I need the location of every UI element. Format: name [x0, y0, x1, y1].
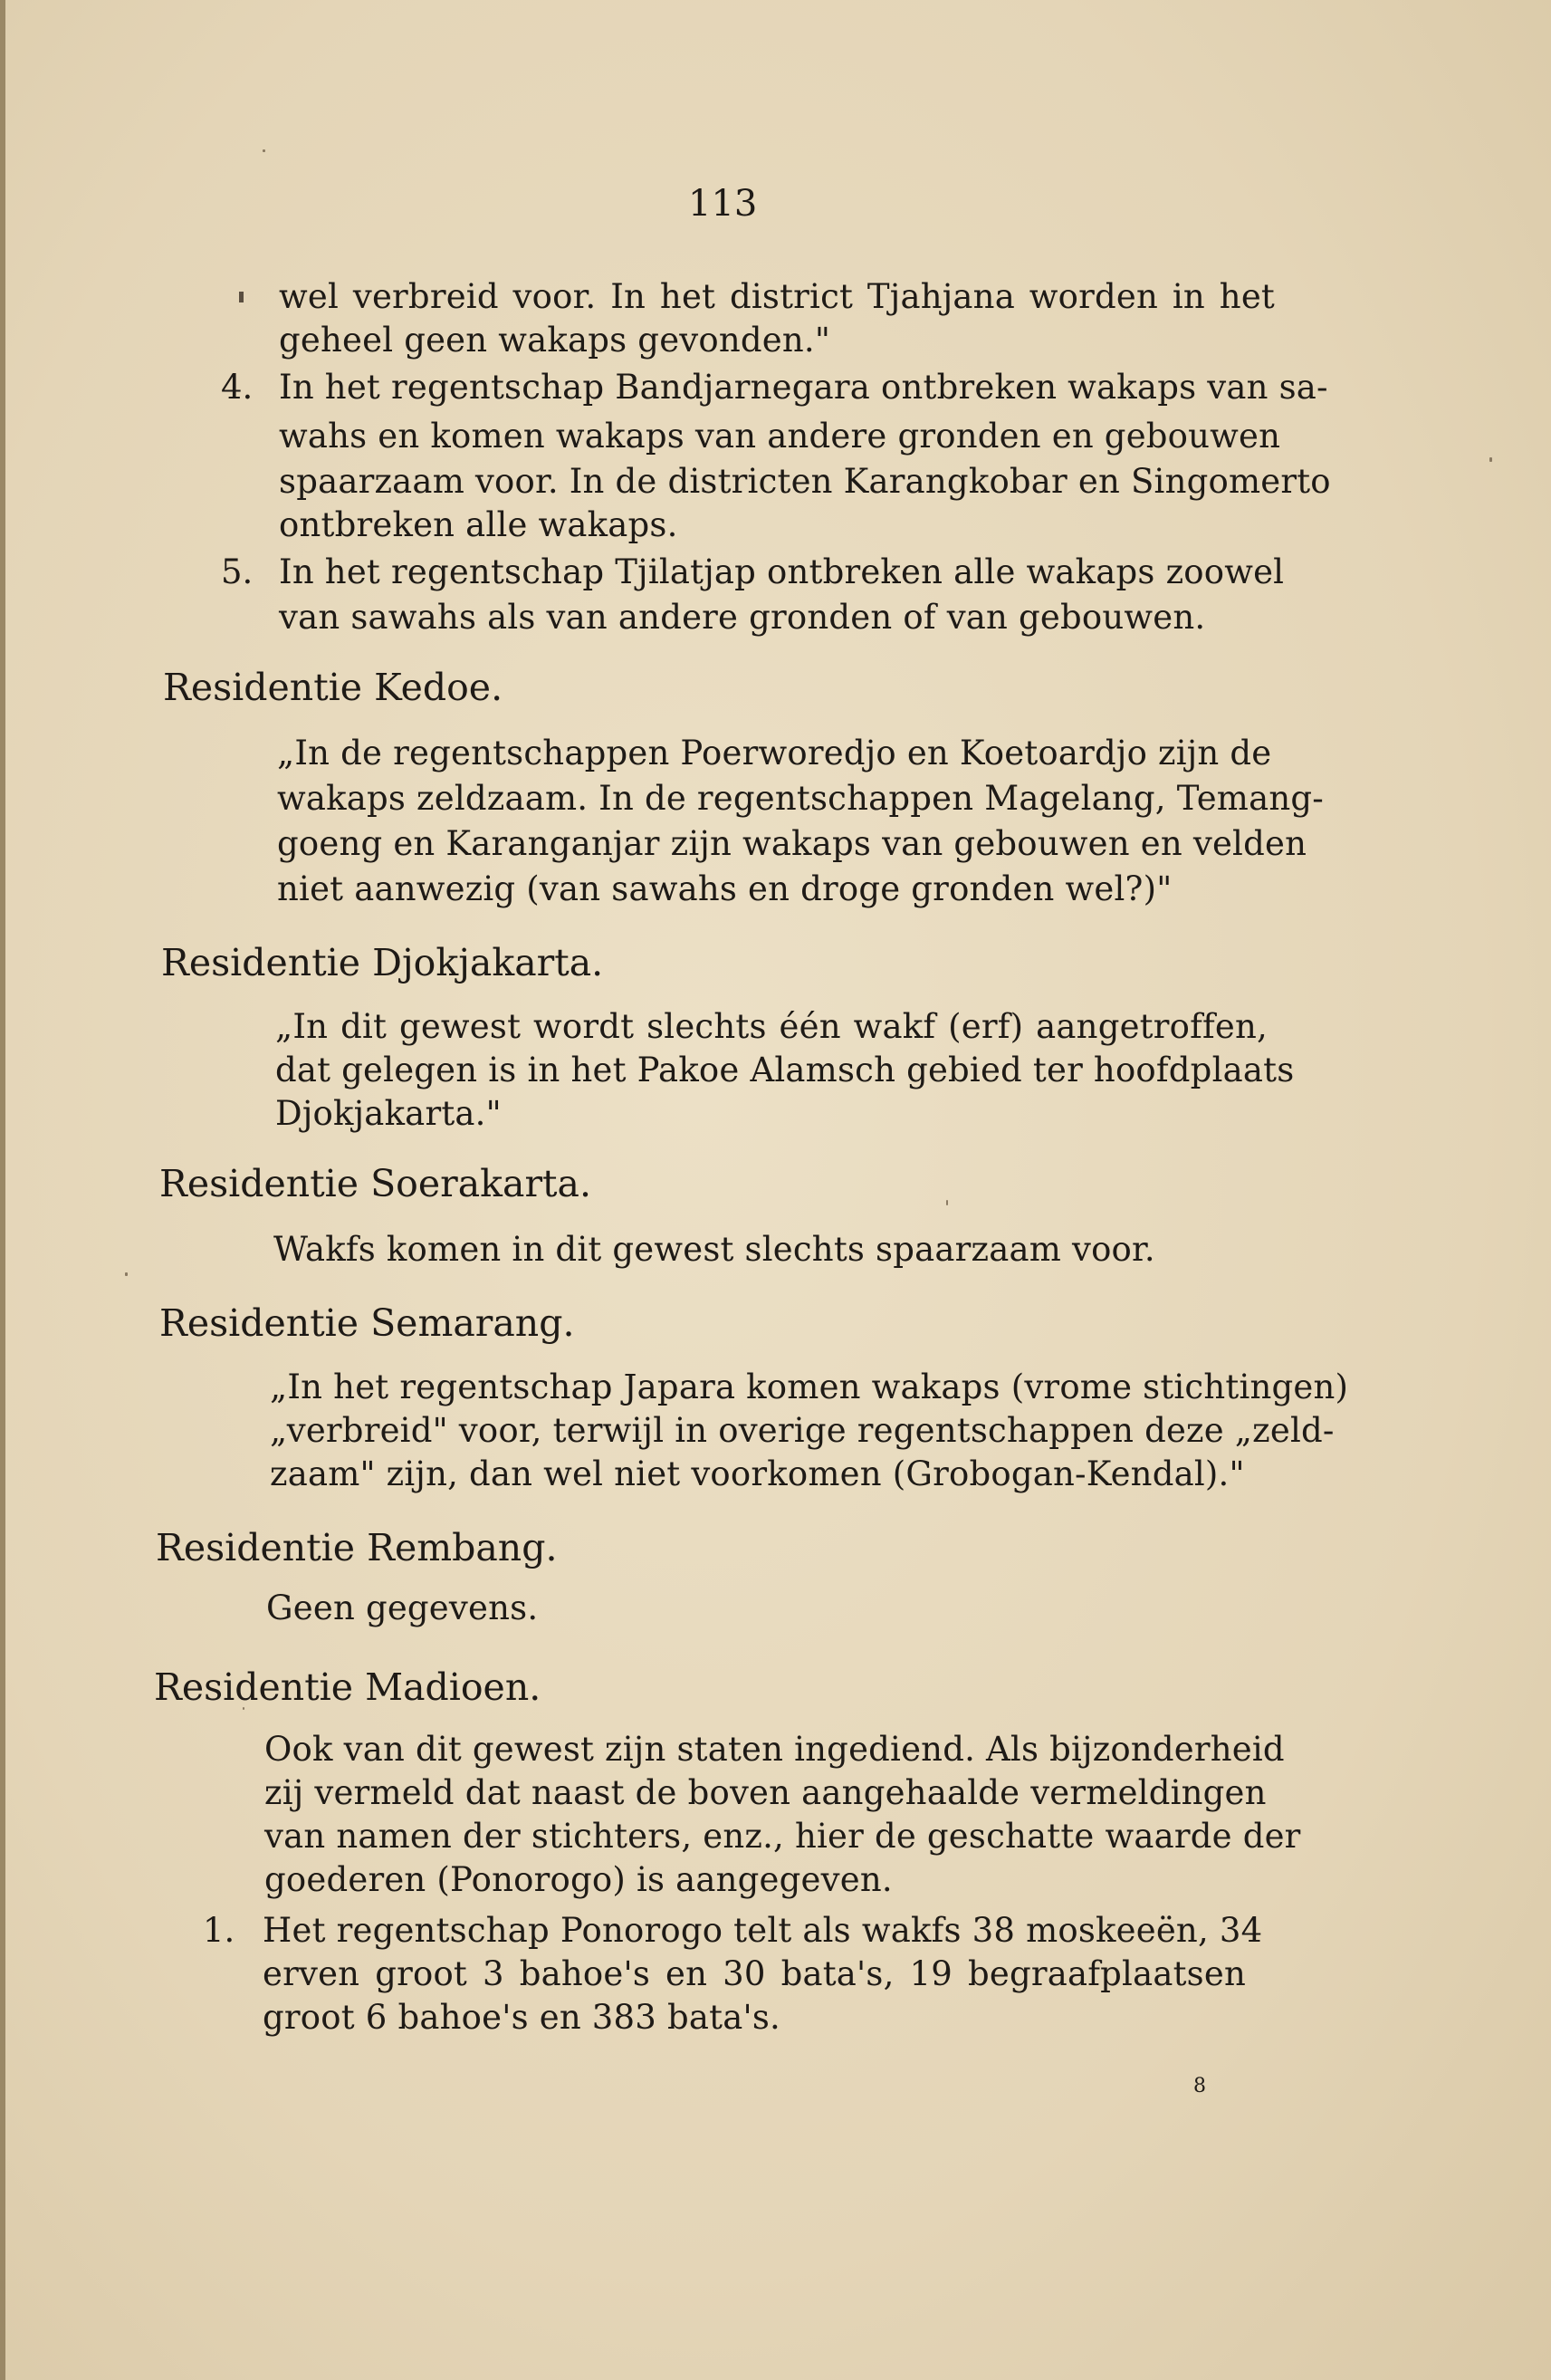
- text-line: niet aanwezig (van sawahs en droge gronden wel?)": [277, 869, 1173, 908]
- text-line: „verbreid" voor, terwijl in overige regentschappen deze „zeld-: [270, 1411, 1335, 1450]
- text-line: goederen (Ponorogo) is aangegeven.: [264, 1860, 893, 1899]
- section-heading-semarang: Residentie Semarang.: [159, 1301, 575, 1345]
- text-line: van namen der stichters, enz., hier de geschatte waarde der: [264, 1817, 1301, 1856]
- text-line: „In de regentschappen Poerworedjo en Koetoardjo zijn de: [277, 734, 1272, 773]
- text-line: In het regentschap Tjilatjap ontbreken alle wakaps zoowel: [279, 552, 1285, 591]
- text-line: wel verbreid voor. In het district Tjahjana worden in het: [279, 277, 1275, 316]
- text-line: Geen gegevens.: [266, 1588, 539, 1627]
- page-number: 113: [688, 183, 758, 225]
- section-heading-kedoe: Residentie Kedoe.: [163, 666, 503, 709]
- paper-speck: [125, 1272, 128, 1276]
- section-heading-rembang: Residentie Rembang.: [156, 1526, 558, 1569]
- signature-mark: 8: [1193, 2075, 1206, 2097]
- list-marker: 4.: [221, 368, 254, 407]
- text-line: wakaps zeldzaam. In de regentschappen Magelang, Temang-: [277, 779, 1324, 818]
- stray-mark: [239, 292, 244, 302]
- list-marker: 5.: [221, 552, 254, 591]
- text-line: „In het regentschap Japara komen wakaps (vrome stichtingen): [270, 1368, 1349, 1406]
- paper-speck: [946, 1200, 948, 1205]
- text-line: „In dit gewest wordt slechts één wakf (erf) aangetroffen,: [275, 1007, 1268, 1046]
- text-line: goeng en Karanganjar zijn wakaps van gebouwen en velden: [277, 824, 1307, 863]
- text-line: zaam" zijn, dan wel niet voorkomen (Grobogan-Kendal).": [270, 1454, 1245, 1493]
- paper-speck: [263, 149, 265, 152]
- paper-speck: [1489, 457, 1492, 462]
- text-line: spaarzaam voor. In de districten Karangkobar en Singomerto: [279, 462, 1331, 501]
- text-line: ontbreken alle wakaps.: [279, 505, 678, 544]
- text-line: dat gelegen is in het Pakoe Alamsch gebied ter hoofdplaats: [275, 1051, 1295, 1089]
- text-line: wahs en komen wakaps van andere gronden en gebouwen: [279, 417, 1281, 456]
- page-edge: [0, 0, 5, 2380]
- section-heading-djokjakarta: Residentie Djokjakarta.: [161, 941, 604, 984]
- text-line: van sawahs als van andere gronden of van gebouwen.: [279, 598, 1206, 637]
- text-line: Het regentschap Ponorogo telt als wakfs 38 moskeeën, 34: [263, 1911, 1263, 1950]
- text-line: groot 6 bahoe's en 383 bata's.: [263, 1998, 780, 2037]
- list-marker: 1.: [203, 1911, 235, 1950]
- text-line: zij vermeld dat naast de boven aangehaalde vermeldingen: [264, 1773, 1267, 1812]
- text-line: geheel geen wakaps gevonden.": [279, 321, 831, 360]
- text-line: erven groot 3 bahoe's en 30 bata's, 19 begraafplaatsen: [263, 1954, 1246, 1993]
- text-line: Wakfs komen in dit gewest slechts spaarzaam voor.: [273, 1230, 1155, 1269]
- section-heading-soerakarta: Residentie Soerakarta.: [159, 1162, 592, 1205]
- text-line: Ook van dit gewest zijn staten ingediend. Als bijzonderheid: [264, 1730, 1285, 1769]
- text-line: Djokjakarta.": [275, 1094, 502, 1133]
- text-line: In het regentschap Bandjarnegara ontbreken wakaps van sa-: [279, 368, 1328, 407]
- section-heading-madioen: Residentie Madioen.: [154, 1665, 541, 1709]
